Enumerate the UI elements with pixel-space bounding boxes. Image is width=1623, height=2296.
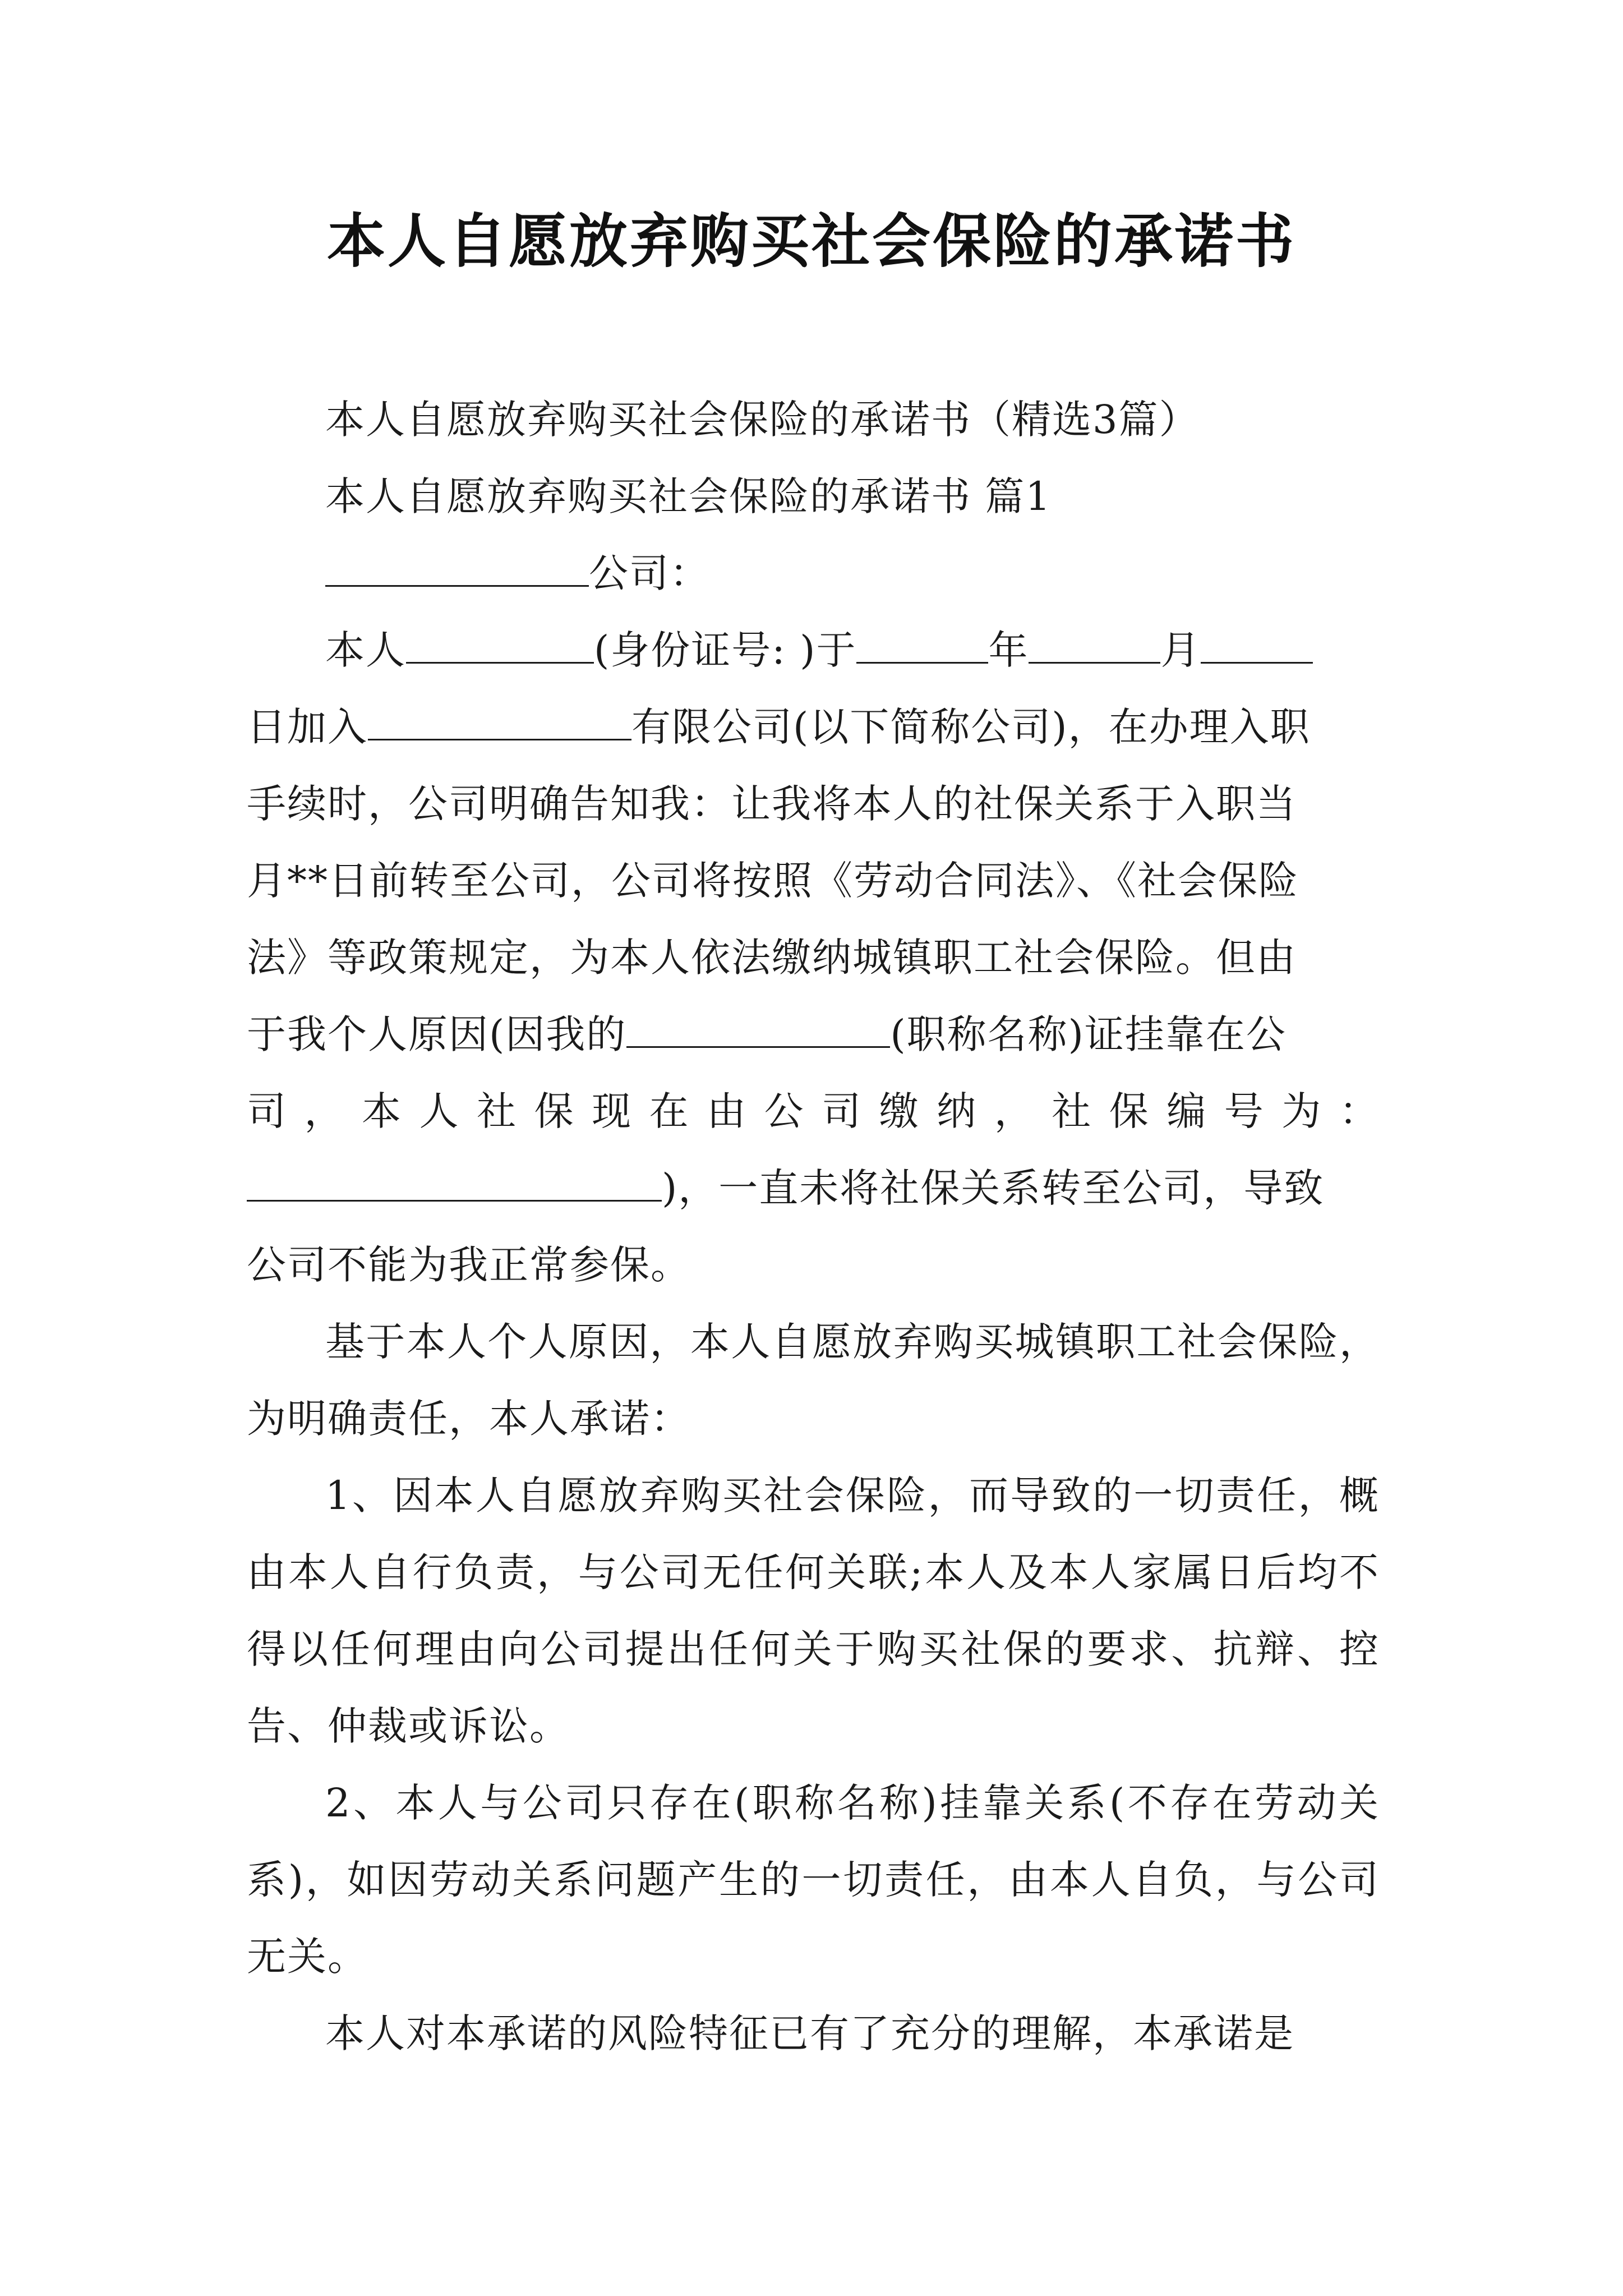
- text-span: )，一直未将社保关系转至公司，导致: [662, 1165, 1325, 1211]
- justified-char: 本: [362, 1088, 403, 1134]
- year-blank[interactable]: [856, 623, 988, 664]
- salutation: [247, 535, 1380, 612]
- justified-char: 号: [1224, 1088, 1265, 1134]
- social-security-number-blank[interactable]: [247, 1161, 662, 1202]
- month-blank[interactable]: [1029, 623, 1160, 664]
- day-blank[interactable]: [1201, 623, 1313, 664]
- para1-line5: 法》等政策规定，为本人依法缴纳城镇职工社会保险。但由: [247, 935, 1297, 981]
- para1-line9: 公司不能为我正常参保。: [247, 1242, 691, 1288]
- document-body: [247, 381, 1380, 2072]
- text-span: 有限公司(以下简称公司)，在办理入职: [631, 704, 1311, 750]
- justified-char: 纳: [937, 1088, 978, 1134]
- paragraph-understanding: 本人对本承诺的风险特征已有了充分的理解，本承诺是: [325, 2010, 1294, 2056]
- para1-line4: 月**日前转至公司，公司将按照《劳动合同法》、《社会保险: [247, 858, 1299, 904]
- para1-line3: 手续时，公司明确告知我：让我将本人的社保关系于入职当: [247, 781, 1297, 827]
- commitment-item-2: 2、本人与公司只存在(职称名称)挂靠关系(不存在劳动关系)，如因劳动关系问题产生的一切责任，由本人自负，与公司无关。: [247, 1780, 1380, 1980]
- text-span: 年: [988, 627, 1029, 673]
- text-span: 本人: [325, 627, 406, 673]
- justified-char: 司: [247, 1088, 287, 1134]
- justified-char: 社: [477, 1088, 518, 1134]
- justified-char: 缴: [879, 1088, 920, 1134]
- commitment-item-1: 1、因本人自愿放弃购买社会保险，而导致的一切责任，概由本人自行负责，与公司无任何关联;本人及本人家属日后均不得以任何理由向公司提出任何关于购买社保的要求、抗辩、控告、仲裁或诉讼。: [247, 1473, 1380, 1749]
- para1-line2: [247, 689, 1380, 766]
- company-name-blank[interactable]: [325, 546, 589, 587]
- justified-char: 编: [1166, 1088, 1207, 1134]
- para1-line7: [247, 1073, 1380, 1150]
- justified-char: 社: [1052, 1088, 1092, 1134]
- para1-line6: [247, 996, 1380, 1073]
- justified-char: ，: [994, 1088, 1035, 1134]
- subtitle: 本人自愿放弃购买社会保险的承诺书（精选3篇）: [325, 397, 1200, 443]
- section-heading: 本人自愿放弃购买社会保险的承诺书 篇1: [325, 473, 1052, 519]
- employer-blank[interactable]: [368, 700, 631, 740]
- justified-char: 在: [649, 1088, 690, 1134]
- salutation-suffix: 公司：: [589, 550, 710, 596]
- justified-char: 现: [592, 1088, 633, 1134]
- justified-char: 公: [764, 1088, 805, 1134]
- justified-char: 由: [707, 1088, 748, 1134]
- para1-line1: [247, 612, 1380, 689]
- document-title: 本人自愿放弃购买社会保险的承诺书: [326, 207, 1296, 275]
- justified-char: 为: [1281, 1088, 1322, 1134]
- text-span: 月: [1160, 627, 1201, 673]
- name-blank[interactable]: [406, 623, 594, 664]
- text-span: 日加入: [247, 704, 368, 750]
- justified-char: 保: [534, 1088, 575, 1134]
- para1-line8: [247, 1150, 1380, 1227]
- justified-char: ，: [304, 1088, 345, 1134]
- paragraph-basis: 基于本人个人原因，本人自愿放弃购买城镇职工社会保险，为明确责任，本人承诺：: [247, 1319, 1380, 1442]
- justified-char: 司: [822, 1088, 863, 1134]
- paragraph-declaration: [247, 612, 1380, 1304]
- title-name-blank[interactable]: [626, 1007, 890, 1048]
- justified-char: 人: [419, 1088, 460, 1134]
- text-span: 于我个人原因(因我的: [247, 1011, 627, 1057]
- justified-char: ：: [1339, 1088, 1380, 1134]
- text-span: (身份证号: )于: [594, 627, 857, 673]
- justified-char: 保: [1109, 1088, 1150, 1134]
- text-span: (职称名称)证挂靠在公: [890, 1011, 1287, 1057]
